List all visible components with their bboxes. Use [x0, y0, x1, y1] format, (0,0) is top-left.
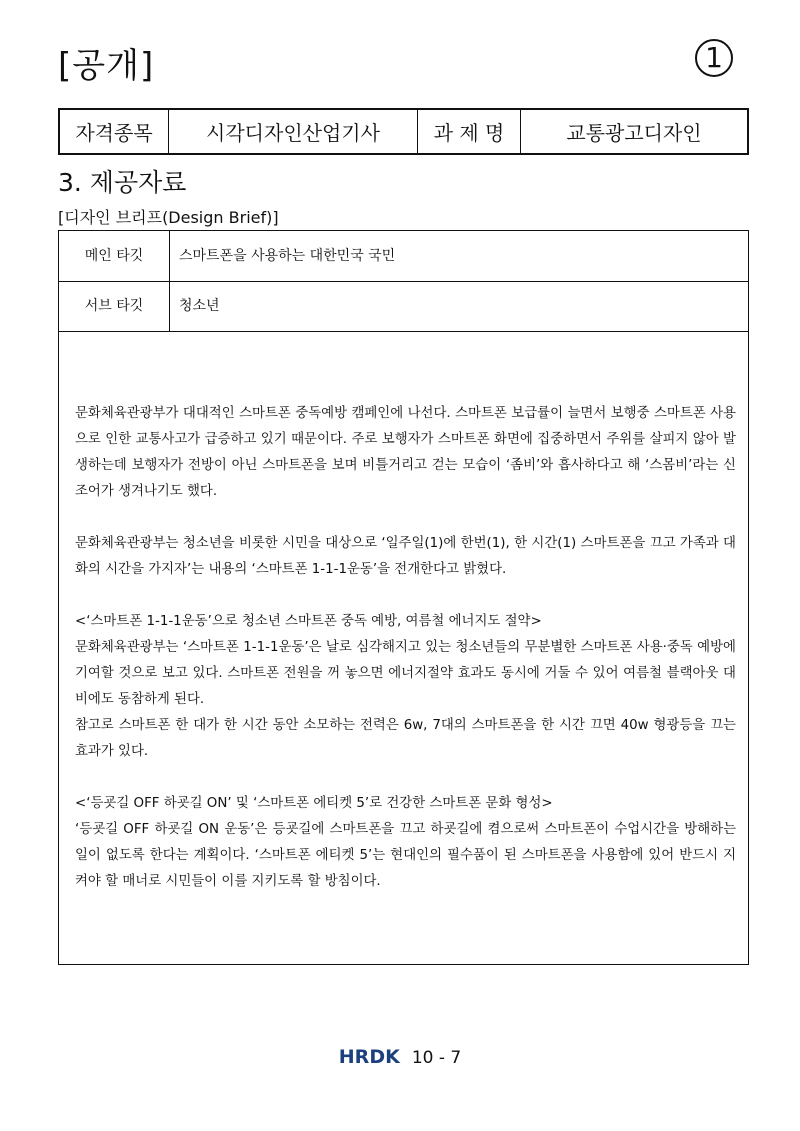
- page-number: 10 - 7: [411, 1048, 462, 1068]
- page-footer: [0, 1046, 800, 1068]
- subheading-111: <‘스마트폰 1-1-1운동’으로 청소년 스마트폰 중독 예방, 여름철 에너지도 절약>: [75, 614, 542, 629]
- paragraph-campaign: 문화체육관광부는 청소년을 비롯한 시민을 대상으로 ‘일주일(1)에 한번(1), 한 시간(1) 스마트폰을 끄고 가족과 대화의 시간을 가지자’는 내용의 ‘스마트폰 1-1-1운동’을 전개한다고 밝혔다.: [75, 536, 736, 577]
- field-label: 자격종목: [59, 109, 169, 154]
- paragraph-power-note: 참고로 스마트폰 한 대가 한 시간 동안 소모하는 전력은 6w, 7대의 스마트폰을 한 시간 끄면 40w 형광등을 끄는 효과가 있다.: [75, 718, 736, 759]
- field-value: 시각디자인산업기사: [169, 109, 418, 154]
- info-table: [58, 108, 749, 155]
- paragraph-intro: 문화체육관광부가 대대적인 스마트폰 중독예방 캠페인에 나선다. 스마트폰 보급률이 늘면서 보행중 스마트폰 사용으로 인한 교통사고가 급증하고 있기 때문이다. 주로 보행자가 스마트폰 화면에 집중하면서 주위를 살피지 않아 발생하는데 보행자가 전방이 아닌 스마트폰을 보며 비틀거리고 걷는 모습이 ‘좀비’와 흡사하다고 해 ‘스몸비’라는 신조어가 생겨나기도 했다.: [75, 406, 736, 499]
- task-value: 교통광고디자인: [521, 109, 749, 154]
- hrdk-logo: HRDK: [338, 1046, 400, 1068]
- sub-target-value: 청소년: [179, 298, 220, 314]
- disclosure-label: [공개]: [58, 46, 155, 86]
- brief-label: [디자인 브리프(Design Brief)]: [58, 208, 279, 227]
- section-title: 3. 제공자료: [58, 168, 187, 197]
- sub-target-row: [59, 281, 748, 332]
- paragraph-etiquette: ‘등굣길 OFF 하굣길 ON 운동’은 등굣길에 스마트폰을 끄고 하굣길에 켬으로써 스마트폰이 수업시간을 방해하는 일이 없도록 한다는 계획이다. ‘스마트폰 에티켓 5’는 현대인의 필수품이 된 스마트폰을 사용함에 있어 반드시 지켜야 할 매너로 시민들이 이를 지키도록 할 방침이다.: [75, 822, 737, 889]
- brief-content: [75, 401, 736, 921]
- design-brief-box: [58, 230, 749, 965]
- main-target-value: 스마트폰을 사용하는 대한민국 국민: [179, 248, 396, 264]
- task-label: 과 제 명: [418, 109, 521, 154]
- subheading-etiquette: <‘등굣길 OFF 하굣길 ON’ 및 ‘스마트폰 에티켓 5’로 건강한 스마트폰 문화 형성>: [75, 796, 553, 811]
- sub-target-label: 서브 타깃: [59, 281, 170, 331]
- paragraph-111-effect: 문화체육관광부는 ‘스마트폰 1-1-1운동’은 날로 심각해지고 있는 청소년들의 무분별한 스마트폰 사용·중독 예방에 기여할 것으로 보고 있다. 스마트폰 전원을 꺼 놓으면 에너지절약 효과도 동시에 거둘 수 있어 여름철 블랙아웃 대비에도 동참하게 된다.: [75, 640, 736, 707]
- main-target-row: [59, 231, 748, 282]
- main-target-label: 메인 타깃: [59, 231, 170, 281]
- document-number-badge: 1: [695, 39, 733, 77]
